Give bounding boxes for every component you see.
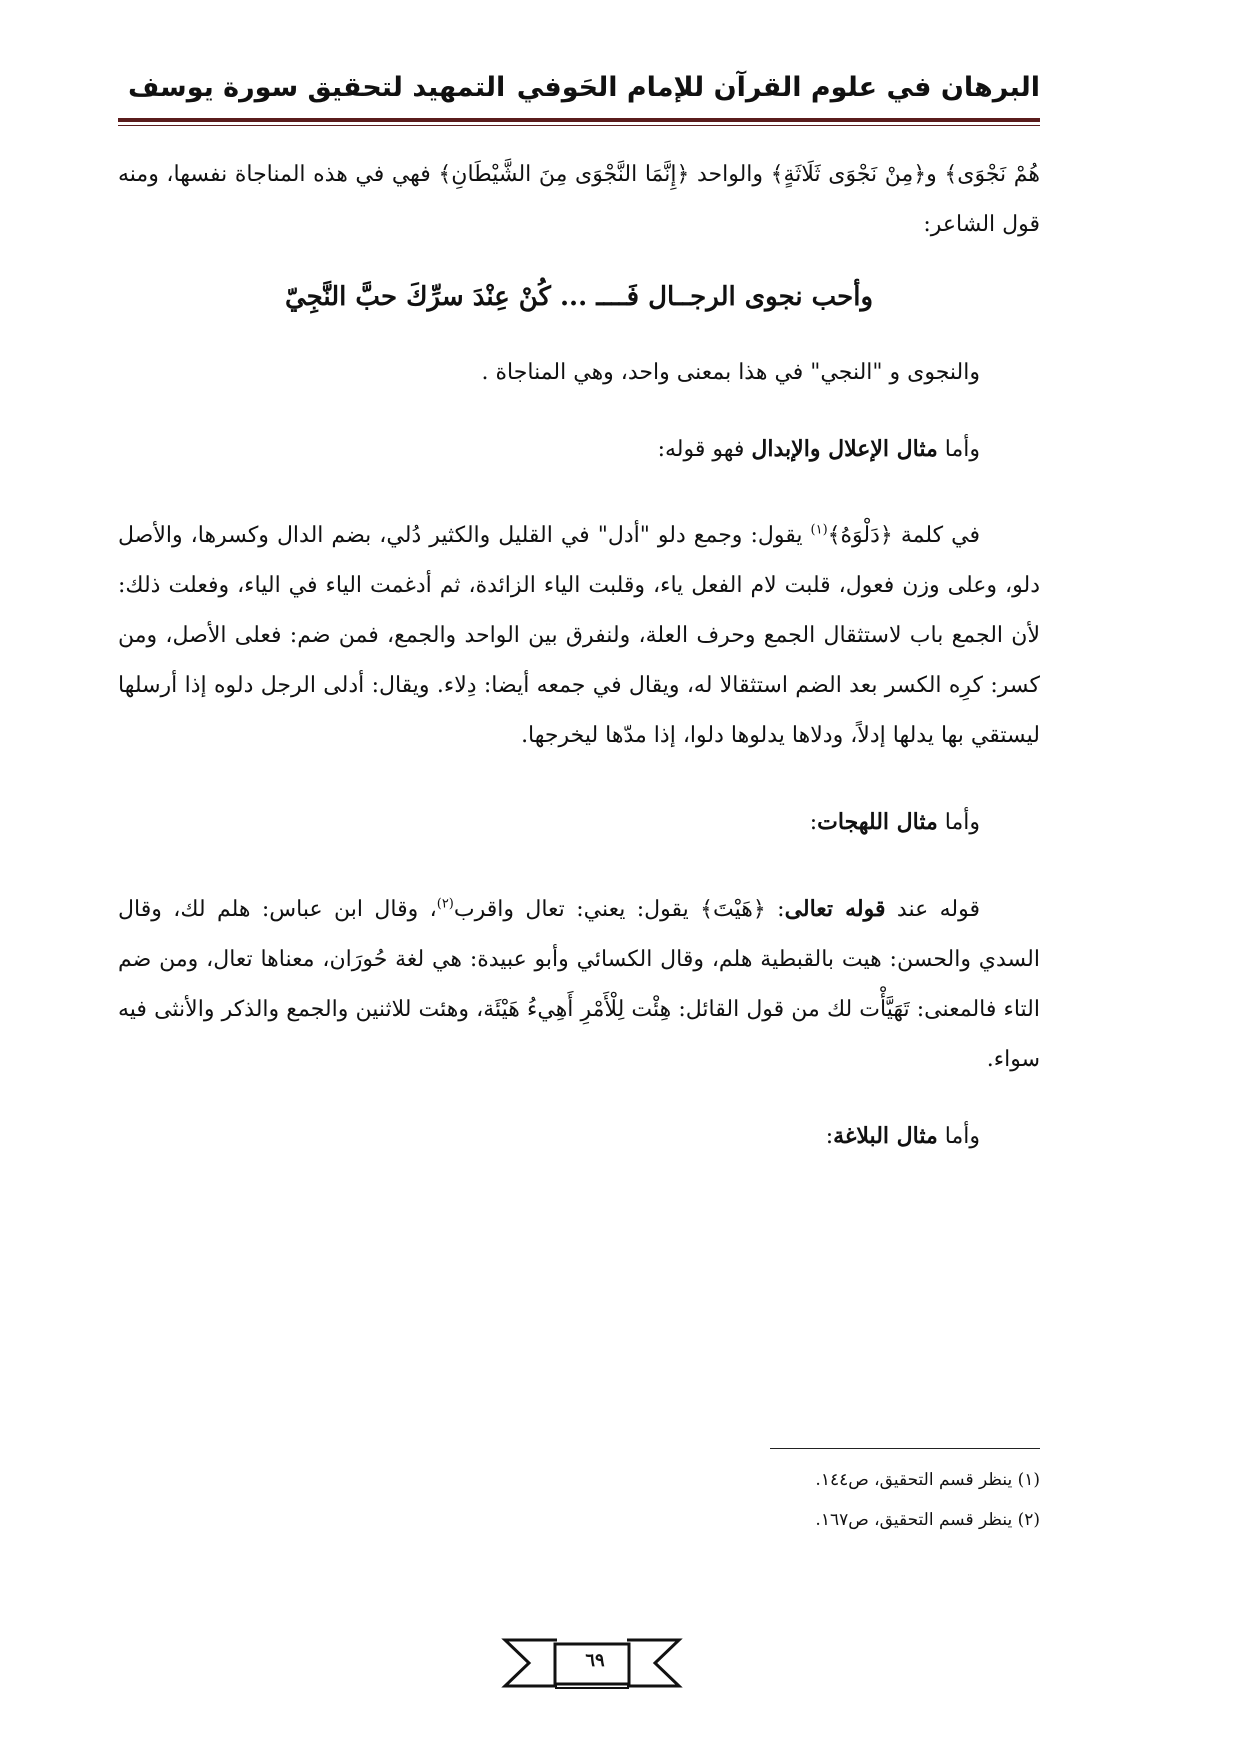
heading-suffix: فهو قوله: — [657, 437, 752, 462]
heading-balagha — [118, 1111, 1040, 1162]
section-title: التمهيد لتحقيق سورة يوسف — [128, 72, 506, 103]
main-text — [118, 150, 1040, 1162]
footnote-ref-2[interactable]: (٢) — [436, 896, 454, 912]
heading-bold: مثال البلاغة — [833, 1123, 938, 1149]
heading-ilal-ibdal — [118, 424, 1040, 475]
paragraph-dalw-body: يقول: وجمع دلو "أدل" في القليل والكثير دُلي، بضم الدال وكسرها، والأصل دلو، وعلى وزن فعول، قلبت لام الفعل ياء، وقلبت الياء الزائدة، ثم أدغمت الياء في الياء، وفعلت ذلك: لأن الجمع باب لاستثقال الجمع وحرف العلة، ولنفرق بين الواحد والجمع، فمن ضم: فعلى الأصل، ومن كسر: كرِه الكسر بعد الضم استثقالا له، ويقال في جمعه أيضا: دِلاء. ويقال: أدلى الرجل دلوه إذا أرسلها ليستقي بها يدلها إدلاً، ودلاها يدلوها دلوا، إذا مدّها ليخرجها. — [118, 523, 1040, 748]
page-header — [118, 72, 1040, 112]
paragraph-2: والنجوى و "النجي" في هذا بمعنى واحد، وهي المناجاة . — [481, 360, 980, 385]
paragraph-dalw — [118, 511, 1040, 761]
footnote-separator — [770, 1448, 1040, 1449]
book-title: البرهان في علوم القرآن للإمام الحَوفي — [516, 72, 1040, 103]
footnote-1: (١) ينظر قسم التحقيق، ص١٤٤. — [815, 1470, 1040, 1490]
page-number: ٦٩ — [585, 1650, 605, 1671]
heading-prefix: وأما — [937, 437, 980, 462]
paragraph-1: هُمْ نَجْوَى﴾ و﴿مِنْ نَجْوَى ثَلَاثَةٍ﴾ والواحد ﴿إِنَّمَا النَّجْوَى مِنَ الشَّيْطَانِ﴾ فهي في هذه المناجاة نفسها، ومنه قول الشاعر: — [118, 162, 1040, 237]
footnote-ref-1[interactable]: (١) — [810, 522, 828, 538]
poetry-verse: وأحب نجوى الرجــال فَــــ ... كُنْ عِنْدَ سرِّكَ حبَّ النَّجِيّ — [284, 282, 874, 312]
heading-bold: مثال اللهجات — [817, 809, 938, 835]
footnote-2: (٢) ينظر قسم التحقيق، ص١٦٧. — [815, 1510, 1040, 1530]
heading-prefix: وأما — [937, 1124, 980, 1149]
header-rule-thick — [118, 118, 1040, 122]
heading-prefix: وأما — [937, 810, 980, 835]
paragraph-hayta-bold: قوله تعالى — [784, 896, 886, 922]
paragraph-hayta-intro: قوله عند — [885, 897, 980, 922]
heading-suffix: : — [825, 1124, 834, 1149]
paragraph-hayta-mid: : ﴿هَيْتَ﴾ يقول: يعني: تعال واقرب — [453, 897, 785, 922]
heading-bold: مثال الإعلال والإبدال — [751, 436, 938, 462]
heading-suffix: : — [809, 810, 818, 835]
paragraph-hayta-body: ، وقال ابن عباس: هلم لك، وقال السدي والحسن: هيت بالقبطية هلم، وقال الكسائي وأبو عبيدة: هي لغة حُورَان، معناها تعال، ومن ضم التاء فالمعنى: تَهَيَّأْت لك من قول القائل: هِئْت لِلْأَمْرِ أَهِيءُ هَيْئَة، وهئت للاثنين والجمع والذكر والأنثى فيه سواء. — [118, 897, 1040, 1072]
paragraph-hayta — [118, 884, 1040, 1085]
header-rule-thin — [118, 125, 1040, 126]
heading-lahajat — [118, 797, 1040, 848]
paragraph-dalw-intro: في كلمة ﴿دَلْوَهُ﴾ — [827, 523, 980, 548]
footnotes — [540, 1460, 1040, 1540]
